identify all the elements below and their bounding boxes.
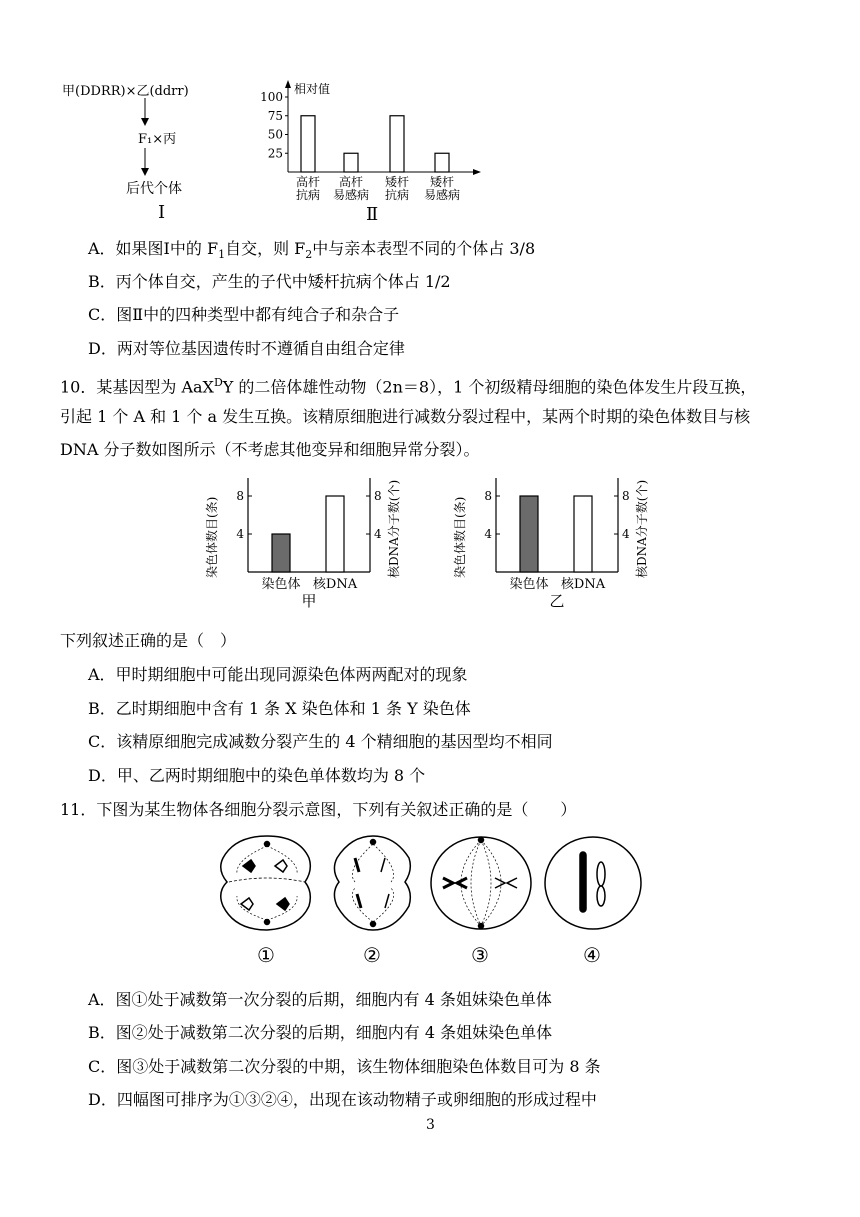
cell-diagram-3: [431, 837, 531, 929]
superscript: D: [213, 376, 223, 389]
cell-label-4: ④: [583, 943, 601, 967]
y-tick-label-right: 4: [622, 527, 630, 541]
q10-option-a: A．甲时期细胞中可能出现同源染色体两两配对的现象: [88, 665, 468, 684]
bar-chart-yi: [448, 470, 663, 622]
category-label: 高杆: [295, 175, 321, 189]
y-tick-label: 25: [267, 146, 283, 161]
q9-option-a-part1: A．如果图Ⅰ中的 F: [88, 239, 219, 258]
q10-ask: 下列叙述正确的是（ ）: [60, 631, 237, 650]
y-tick-label-left: 8: [236, 489, 244, 503]
category-label: 矮杆: [429, 175, 455, 189]
category-label: 核DNA: [560, 577, 606, 592]
q9-option-a-part3: 中与亲本表型不同的个体占 3/8: [312, 239, 536, 258]
y-axis-label: 相对值: [294, 82, 331, 96]
q10-stem-line3: DNA 分子数如图所示（不考虑其他变异和细胞异常分裂）。: [60, 440, 480, 459]
cross-diagram: [60, 78, 260, 228]
bar: [301, 116, 315, 172]
chart-title: 甲: [301, 592, 317, 610]
y-axis-arrow: [285, 80, 291, 88]
q11-option-d: D．四幅图可排序为①③②④，出现在该动物精子或卵细胞的形成过程中: [88, 1090, 597, 1109]
bar: [435, 153, 449, 172]
y-tick-label-right: 8: [622, 489, 630, 503]
chart-relative-value: [255, 76, 485, 232]
cross-offspring: 后代个体: [126, 181, 182, 197]
cell-diagram-2: [334, 836, 410, 930]
cell-label-2: ②: [363, 943, 381, 967]
category-label: 抗病: [295, 188, 321, 202]
bar-chart-jia: [200, 470, 415, 622]
q10-stem-line2: 引起 1 个 A 和 1 个 a 发生互换。该精原细胞进行减数分裂过程中，某两个时期的染色体数目与核: [60, 407, 751, 426]
q9-option-b: B．丙个体自交，产生的子代中矮杆抗病个体占 1/2: [88, 272, 451, 291]
q10-option-b: B．乙时期细胞中含有 1 条 X 染色体和 1 条 Y 染色体: [88, 699, 471, 718]
y-tick-label-right: 8: [374, 489, 382, 503]
figure-label-1: Ⅰ: [158, 202, 166, 223]
q10-option-d: D．甲、乙两时期细胞中的染色单体数均为 8 个: [88, 766, 426, 785]
q11-option-c: C．图③处于减数第二次分裂的中期，该生物体细胞染色体数目可为 8 条: [88, 1057, 601, 1076]
cell-division-figure: [205, 830, 665, 975]
cross-parents: 甲(DDRR)×乙(ddrr): [62, 84, 189, 99]
q9-option-d: D．两对等位基因遗传时不遵循自由组合定律: [88, 339, 405, 358]
y-axis-label-right: 核DNA分子数(个): [387, 479, 401, 578]
category-label: 染色体: [509, 577, 549, 592]
bar: [344, 153, 358, 172]
page-number: 3: [426, 1117, 435, 1133]
chart-title: 乙: [549, 592, 565, 610]
q10-option-c: C．该精原细胞完成减数分裂产生的 4 个精细胞的基因型均不相同: [88, 732, 553, 751]
cross-f1: F₁×丙: [138, 132, 177, 147]
subscript: 1: [218, 248, 226, 262]
q10-stem-part1: 10．某基因型为 AaX: [60, 377, 214, 397]
category-label: 易感病: [423, 188, 461, 202]
q11-option-a: A．图①处于减数第一次分裂的后期，细胞内有 4 条姐妹染色单体: [88, 990, 552, 1009]
y-tick-label-left: 8: [484, 489, 492, 503]
cell-diagram-4: [545, 837, 641, 929]
q10-stem-part2: Y 的二倍体雄性动物（2n＝8），1 个初级精母细胞的染色体发生片段互换，: [222, 377, 757, 397]
y-tick-label: 75: [267, 108, 283, 123]
q9-option-c: C．图Ⅱ中的四种类型中都有纯合子和杂合子: [88, 305, 400, 324]
bar: [390, 116, 404, 172]
cell-label-3: ③: [471, 943, 489, 967]
category-label: 抗病: [384, 188, 410, 202]
bar: [326, 496, 344, 572]
q9-option-a-part2: 自交，则 F: [225, 239, 306, 258]
subscript: 2: [305, 248, 313, 262]
category-label: 高杆: [338, 175, 364, 189]
cell-diagram-1: [221, 836, 311, 930]
category-label: 染色体: [261, 577, 301, 592]
category-label: 矮杆: [384, 175, 410, 189]
y-tick-label-left: 4: [236, 527, 244, 541]
q11-option-b: B．图②处于减数第二次分裂的后期，细胞内有 4 条姐妹染色单体: [88, 1023, 553, 1042]
y-axis-label-left: 染色体数目(条): [205, 496, 219, 578]
bar: [272, 534, 290, 572]
y-axis-label-right: 核DNA分子数(个): [635, 479, 649, 578]
category-label: 易感病: [332, 188, 370, 202]
bar: [520, 496, 538, 572]
q11-stem: 11．下图为某生物体各细胞分裂示意图，下列有关叙述正确的是（ ）: [60, 800, 577, 819]
cell-label-1: ①: [257, 943, 275, 967]
y-tick-label: 100: [260, 90, 283, 104]
y-tick-label-left: 4: [484, 527, 492, 541]
x-axis-arrow: [473, 169, 481, 175]
y-axis-label-left: 染色体数目(条): [453, 496, 467, 578]
category-label: 核DNA: [312, 577, 358, 592]
figure-label-2: Ⅱ: [366, 204, 379, 225]
y-tick-label: 50: [267, 127, 283, 142]
y-tick-label-right: 4: [374, 527, 382, 541]
q9-option-a: [88, 238, 535, 266]
bar: [574, 496, 592, 572]
q10-stem-line1: [60, 372, 756, 398]
